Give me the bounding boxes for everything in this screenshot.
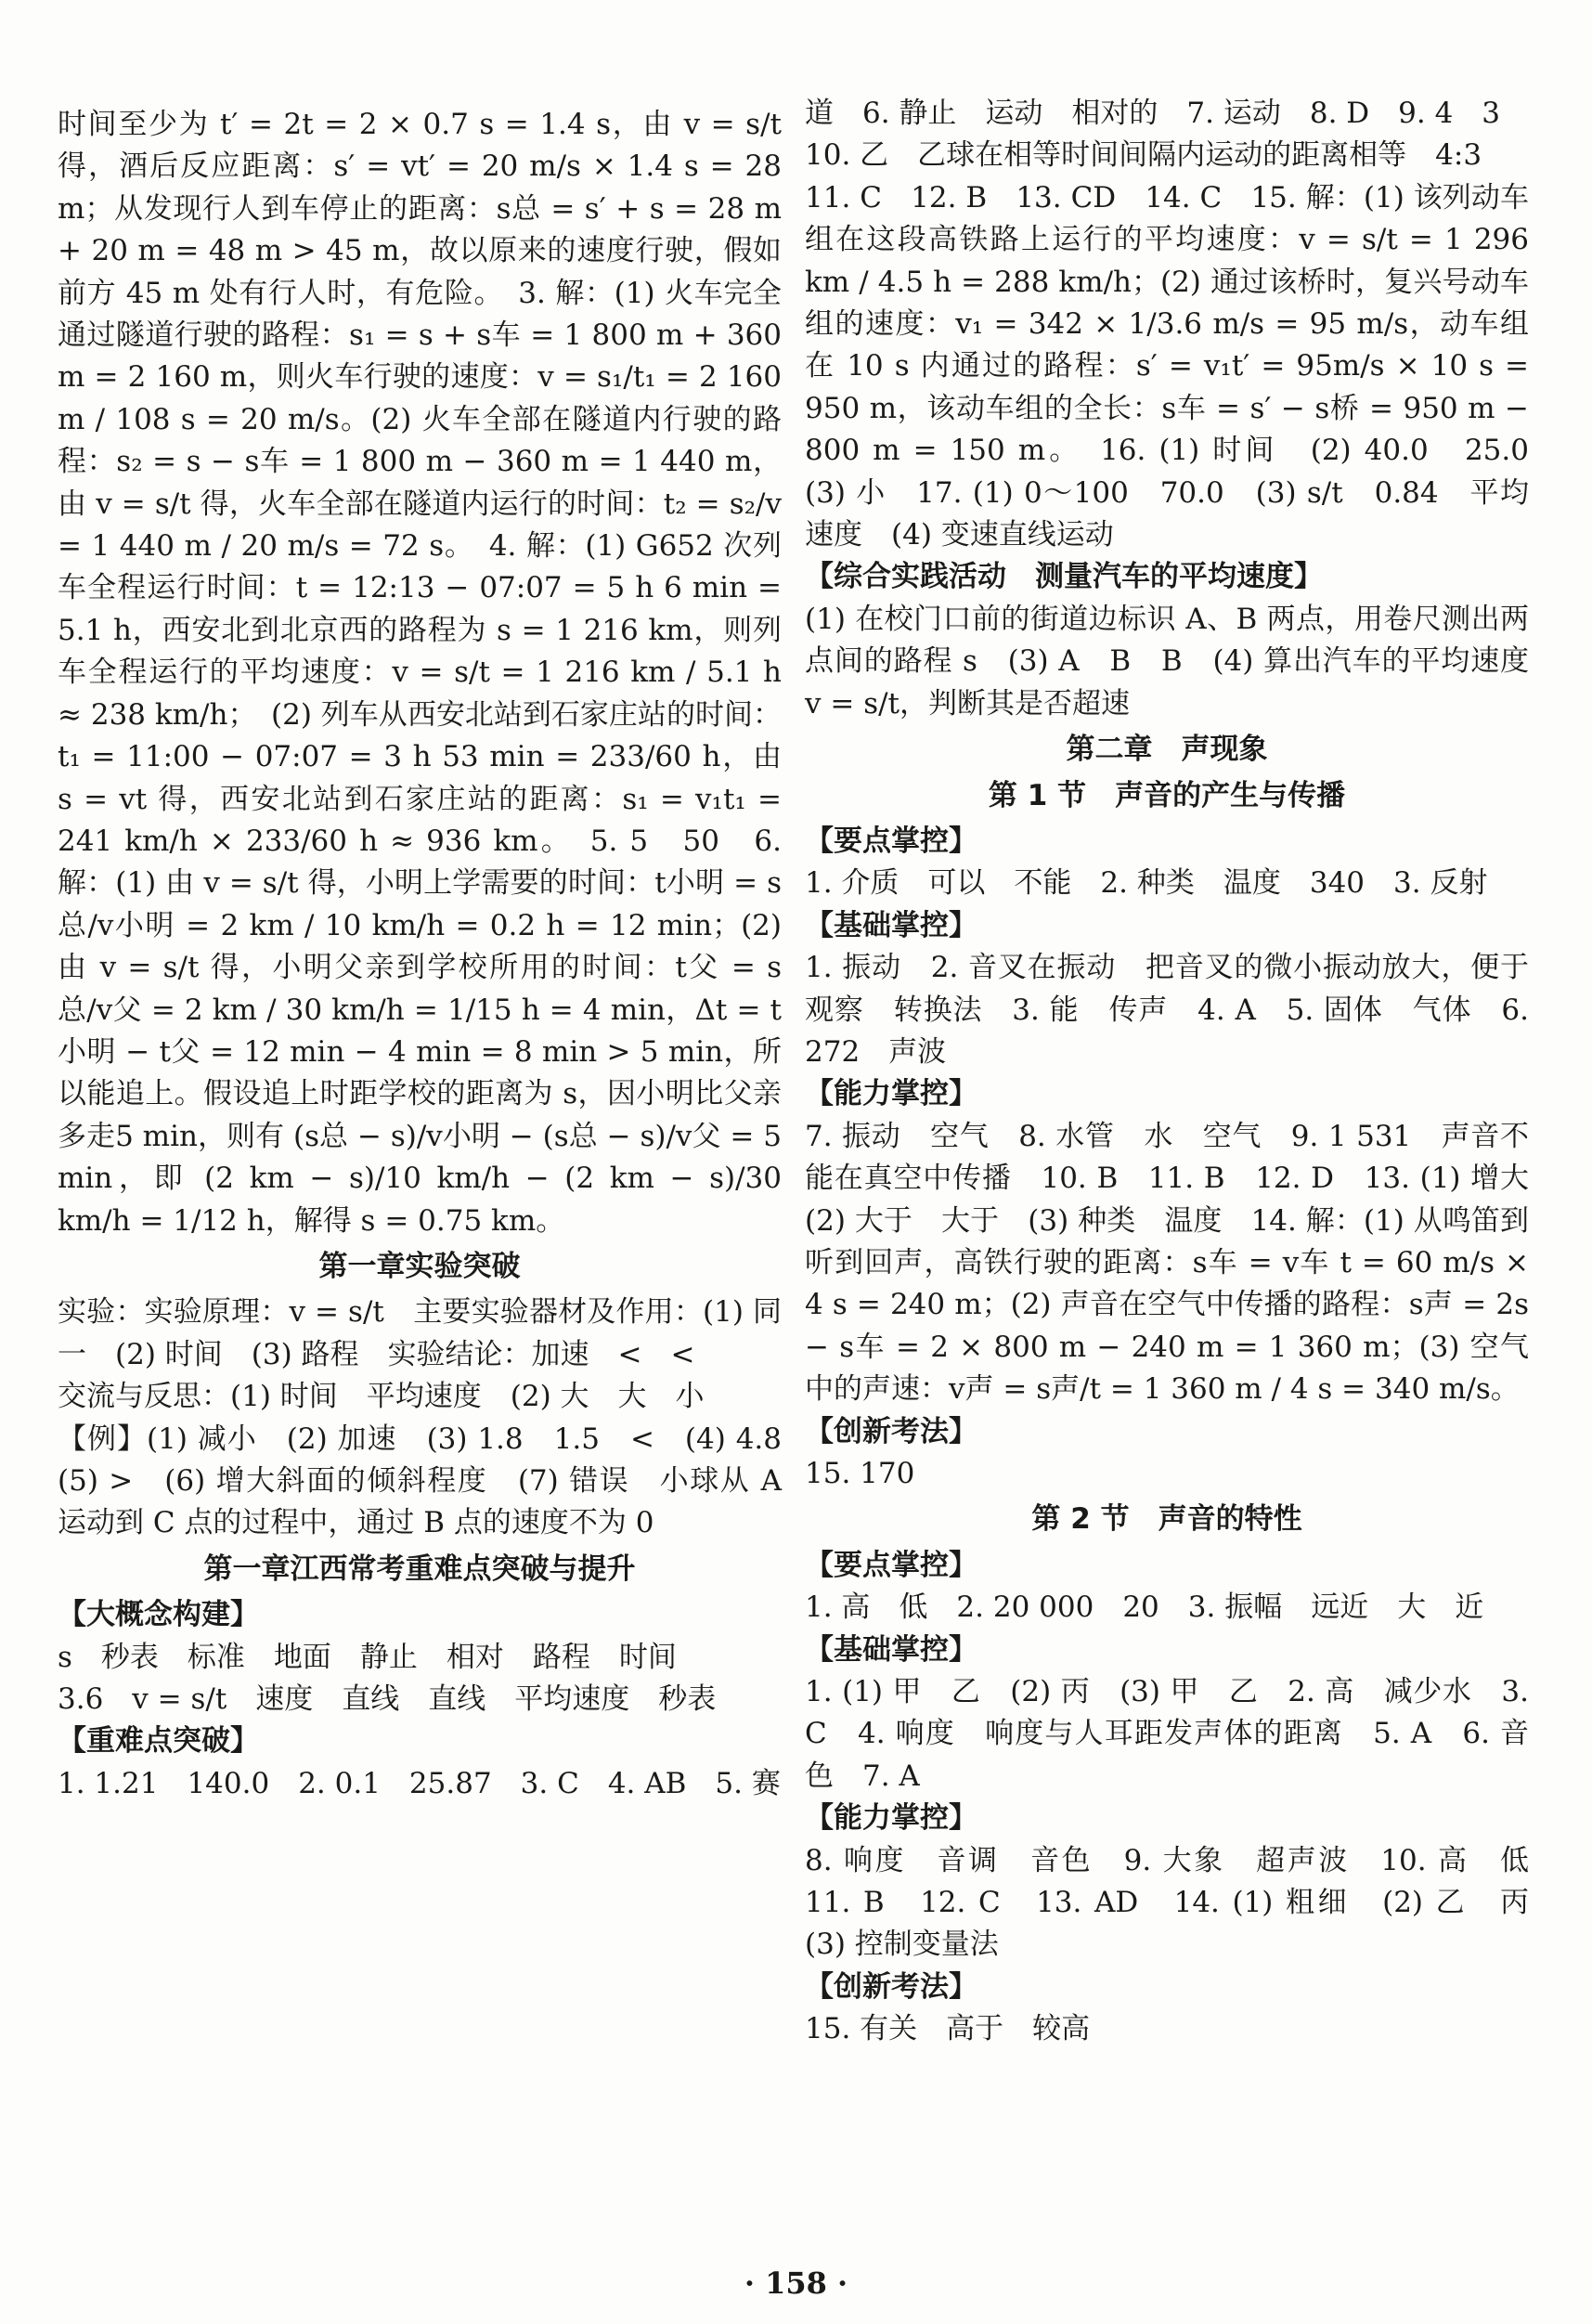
- answer-paragraph: 1. 介质 可以 不能 2. 种类 温度 340 3. 反射: [805, 866, 1488, 901]
- answer-paragraph: 15. 170: [805, 1457, 915, 1490]
- answer-paragraph: 1. 高 低 2. 20 000 20 3. 振幅 远近 大 近: [805, 1590, 1484, 1625]
- answer-paragraph: s 秒表 标准 地面 静止 相对 路程 时间: [58, 1640, 677, 1674]
- section-label: 【要点掌控】: [805, 824, 977, 858]
- answer-paragraph: 时间至少为 t′ = 2t = 2 × 0.7 s = 1.4 s，由 v = s/t 得，酒后反应距离：s′ = vt′ = 20 m/s × 1.4 s = 28 m；从发现行人到车停止的距离：s总 = s′ + s = 28 m + 20 m = 48 m > 45 m，故以原来的速度行驶，假如前方 45 m 处有行人时，有危险。 3. 解：(1) 火车完全通过隧道行驶的路程：s₁ = s + s车 = 1 800 m + 360 m = 2 160 m，则火车行驶的速度：v = s₁/t₁ = 2 160 m / 108 s = 20 m/s。(2) 火车全部在隧道内行驶的路程：s₂ = s − s车 = 1 800 m − 360 m = 1 440 m，由 v = s/t 得，火车全部在隧道内运行的时间：t₂ = s₂/v = 1 440 m / 20 m/s = 72 s。 4. 解：(1) G652 次列车全程运行时间：t = 12:13 − 07:07 = 5 h 6 min = 5.1 h，西安北到北京西的路程为 s = 1 216 km，则列车全程运行的平均速度：v = s/t = 1 216 km / 5.1 h ≈ 238 km/h； (2) 列车从西安北站到石家庄站的时间：t₁ = 11:00 − 07:07 = 3 h 53 min = 233/60 h，由 s = vt 得，西安北站到石家庄站的距离：s₁ = v₁t₁ = 241 km/h × 233/60 h ≈ 936 km。 5. 5 50 6. 解：(1) 由 v = s/t 得，小明上学需要的时间：t小明 = s总/v小明 = 2 km / 10 km/h = 0.2 h = 12 min；(2) 由 v = s/t 得，小明父亲到学校所用的时间：t父 = s总/v父 = 2 km / 30 km/h = 1/15 h = 4 min，Δt = t小明 − t父 = 12 min − 4 min = 8 min > 5 min，所以能追上。假设追上时距学校的距离为 s，因小明比父亲多走5 min，则有 (s总 − s)/v小明 − (s总 − s)/v父 = 5 min，即 (2 km − s)/10 km/h − (2 km − s)/30 km/h = 1/12 h，解得 s = 0.75 km。: [58, 108, 782, 1238]
- answer-paragraph: (1) 在校门口前的街道边标识 A、B 两点，用卷尺测出两点间的路程 s (3) A B B (4) 算出汽车的平均速度 v = s/t，判断其是否超速: [805, 602, 1529, 721]
- section-label: 【基础掌控】: [805, 1632, 977, 1667]
- answer-paragraph: 道 6. 静止 运动 相对的 7. 运动 8. D 9. 4 3: [805, 97, 1501, 130]
- answer-paragraph: 1. 1.21 140.0 2. 0.1 25.87 3. C 4. AB 5. 赛: [58, 1766, 781, 1800]
- section-heading: 第一章江西常考重难点突破与提升: [203, 1551, 636, 1586]
- section-label: 【综合实践活动 测量汽车的平均速度】: [805, 560, 1323, 594]
- section-label: 【能力掌控】: [805, 1801, 977, 1836]
- section-label: 【创新考法】: [805, 1414, 977, 1448]
- answer-paragraph: 10. 乙 乙球在相等时间间隔内运动的距离相等 4:3: [805, 138, 1482, 173]
- answer-paragraph: 3.6 v = s/t 速度 直线 直线 平均速度 秒表: [58, 1682, 717, 1717]
- section-heading: 第二章 声现象: [1066, 733, 1268, 767]
- section-label: 【重难点突破】: [58, 1724, 259, 1759]
- answer-paragraph: 1. (1) 甲 乙 (2) 丙 (3) 甲 乙 2. 高 减少水 3. C 4. 响度 响度与人耳距发声体的距离 5. A 6. 音色 7. A: [805, 1675, 1529, 1793]
- section-label: 【创新考法】: [805, 1969, 977, 2004]
- page-number: · 158 ·: [744, 2266, 848, 2301]
- right-column: [805, 93, 1558, 2051]
- answer-paragraph: 交流与反思：(1) 时间 平均速度 (2) 大 大 小: [58, 1380, 705, 1414]
- answer-paragraph: 实验：实验原理：v = s/t 主要实验器材及作用：(1) 同一 (2) 时间 (3) 路程 实验结论：加速 < <: [58, 1295, 782, 1371]
- answer-paragraph: 15. 有关 高于 较高: [805, 2012, 1091, 2046]
- answer-paragraph: 【例】(1) 减小 (2) 加速 (3) 1.8 1.5 < (4) 4.8 (5) > (6) 增大斜面的倾斜程度 (7) 错误 小球从 A 运动到 C 点的过程中，通过 B 点的速度不为 0: [58, 1422, 810, 1540]
- answer-paragraph: 8. 响度 音调 音色 9. 大象 超声波 10. 高 低 11. B 12. C 13. AD 14. (1) 粗细 (2) 乙 丙 (3) 控制变量法: [805, 1843, 1558, 1962]
- answer-paragraph: 11. C 12. B 13. CD 14. C 15. 解：(1) 该列动车组在这段高铁路上运行的平均速度：v = s/t = 1 296 km / 4.5 h = 288 km/h；(2) 通过该桥时，复兴号动车组的速度：v₁ = 342 × 1/3.6 m/s = 95 m/s，动车组在 10 s 内通过的路程：s′ = v₁t′ = 95m/s × 10 s = 950 m，该动车组的全长：s车 = s′ − s桥 = 950 m − 800 m = 150 m。 16. (1) 时间 (2) 40.0 25.0 (3) 小 17. (1) 0～100 70.0 (3) s/t 0.84 平均速度 (4) 变速直线运动: [805, 180, 1558, 552]
- left-column: [58, 104, 810, 1805]
- section-heading: 第一章实验突破: [318, 1249, 521, 1283]
- answer-paragraph: 1. 振动 2. 音叉在振动 把音叉的微小振动放大，便于观察 转换法 3. 能 传声 4. A 5. 固体 气体 6. 272 声波: [805, 951, 1529, 1069]
- answer-paragraph: 7. 振动 空气 8. 水管 水 空气 9. 1 531 声音不能在真空中传播 10. B 11. B 12. D 13. (1) 增大 (2) 大于 大于 (3) 种类 温度 14. 解：(1) 从鸣笛到听到回声，高铁行驶的距离：s车 = v车 t = 60 m/s × 4 s = 240 m；(2) 声音在空气中传播的路程：s声 = 2s − s车 = 2 × 800 m − 240 m = 1 360 m；(3) 空气中的声速：v声 = s声/t = 1 360 m / 4 s = 340 m/s。: [805, 1119, 1558, 1407]
- section-heading: 第 2 节 声音的特性: [1031, 1502, 1302, 1537]
- section-heading: 第 1 节 声音的产生与传播: [988, 778, 1346, 812]
- section-label: 【能力掌控】: [805, 1077, 977, 1111]
- section-label: 【基础掌控】: [805, 908, 977, 942]
- section-label: 【要点掌控】: [805, 1548, 977, 1582]
- section-label: 【大概念构建】: [58, 1598, 259, 1632]
